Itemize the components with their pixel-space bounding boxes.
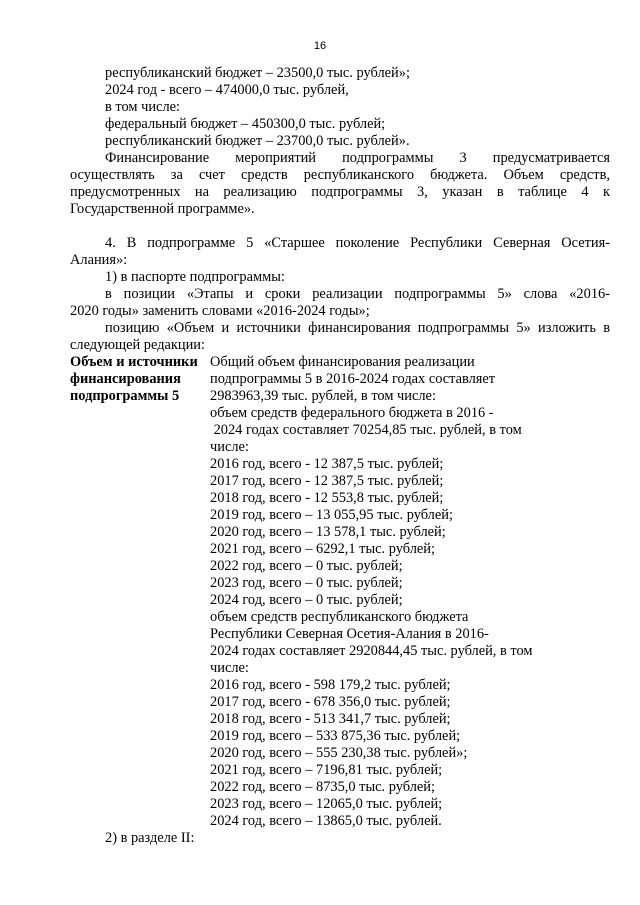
text-line: 4. В подпрограмме 5 «Старшее поколение Республики Северная Осетия- — [105, 235, 610, 251]
text-line: республиканский бюджет – 23700,0 тыс. рублей». — [105, 133, 410, 149]
table-right-line: 2018 год, всего - 12 553,8 тыс. рублей; — [210, 490, 444, 506]
text-line: позицию «Объем и источники финансирования подпрограммы 5» изложить в — [105, 320, 610, 336]
table-right-line: 2024 годах составляет 70254,85 тыс. рублей, в том — [210, 422, 522, 438]
table-right-line: 2024 годах составляет 2920844,45 тыс. рублей, в том — [210, 643, 533, 659]
text-line: федеральный бюджет – 450300,0 тыс. рублей; — [105, 116, 386, 132]
table-right-line: Общий объем финансирования реализации — [210, 354, 475, 370]
table-right-line: 2021 год, всего – 7196,81 тыс. рублей; — [210, 762, 443, 778]
table-right-line: 2017 год, всего - 678 356,0 тыс. рублей; — [210, 694, 451, 710]
top-lines — [70, 65, 610, 150]
text-line: 2024 год - всего – 474000,0 тыс. рублей, — [105, 82, 349, 98]
text-line: Государственной программе». — [70, 201, 255, 217]
volume-paragraph — [70, 320, 610, 354]
text-line: в позиции «Этапы и сроки реализации подпрограммы 5» слова «2016- — [105, 286, 610, 302]
passport-line: 1) в паспорте подпрограммы: — [105, 269, 285, 285]
table-left-column — [70, 354, 210, 830]
table-right-line: 2017 год, всего - 12 387,5 тыс. рублей; — [210, 473, 444, 489]
table-right-line: 2019 год, всего – 13 055,95 тыс. рублей; — [210, 507, 453, 523]
table-right-line: подпрограммы 5 в 2016-2024 годах составляет — [210, 371, 496, 387]
table-right-line: Республики Северная Осетия-Алания в 2016- — [210, 626, 489, 642]
table-right-line: 2021 год, всего – 6292,1 тыс. рублей; — [210, 541, 435, 557]
text-line: 2020 годы» заменить словами «2016-2024 годы»; — [70, 303, 370, 319]
table-right-line: 2022 год, всего – 0 тыс. рублей; — [210, 558, 403, 574]
table-right-line: 2983963,39 тыс. рублей, в том числе: — [210, 388, 436, 404]
table-right-line: 2022 год, всего – 8735,0 тыс. рублей; — [210, 779, 435, 795]
table-right-line: 2020 год, всего – 13 578,1 тыс. рублей; — [210, 524, 446, 540]
table-right-line: 2023 год, всего – 0 тыс. рублей; — [210, 575, 403, 591]
table-right-line: 2018 год, всего - 513 341,7 тыс. рублей; — [210, 711, 451, 727]
table-left-line: финансирования — [70, 371, 181, 387]
text-line: следующей редакции: — [70, 337, 205, 353]
text-line: предусмотренных на реализацию подпрограммы 3, указан в таблице 4 к — [70, 184, 610, 200]
table-right-line: 2016 год, всего - 12 387,5 тыс. рублей; — [210, 456, 444, 472]
table-right-line: объем средств республиканского бюджета — [210, 609, 469, 625]
section-2-line: 2) в разделе II: — [105, 830, 195, 846]
table-right-column — [210, 354, 610, 830]
text-line: республиканский бюджет – 23500,0 тыс. рублей»; — [105, 65, 410, 81]
document-body — [70, 65, 610, 847]
section-4-heading — [70, 235, 610, 269]
table-right-line: объем средств федерального бюджета в 2016 - — [210, 405, 494, 421]
table-right-line: 2019 год, всего – 533 875,36 тыс. рублей; — [210, 728, 461, 744]
table-right-line: 2024 год, всего – 13865,0 тыс. рублей. — [210, 813, 442, 829]
table-right-line: числе: — [210, 660, 249, 676]
text-line: осуществлять за счет средств республиканского бюджета. Объем средств, — [70, 167, 610, 183]
table-right-line: 2024 год, всего – 0 тыс. рублей; — [210, 592, 403, 608]
table-right-line: 2023 год, всего – 12065,0 тыс. рублей; — [210, 796, 443, 812]
table-left-line: подпрограммы 5 — [70, 388, 180, 404]
financing-paragraph — [70, 150, 610, 218]
text-line: в том числе: — [105, 99, 181, 115]
text-line: Алания»: — [70, 252, 128, 268]
financing-table — [70, 354, 610, 830]
table-right-line: 2016 год, всего - 598 179,2 тыс. рублей; — [210, 677, 451, 693]
table-right-line: 2020 год, всего – 555 230,38 тыс. рублей»; — [210, 745, 468, 761]
text-line: Финансирование мероприятий подпрограммы 3 предусматривается — [105, 150, 610, 166]
stages-paragraph — [70, 286, 610, 320]
table-left-line: Объем и источники — [70, 354, 198, 370]
table-right-line: числе: — [210, 439, 249, 455]
page-number: 16 — [313, 40, 327, 52]
